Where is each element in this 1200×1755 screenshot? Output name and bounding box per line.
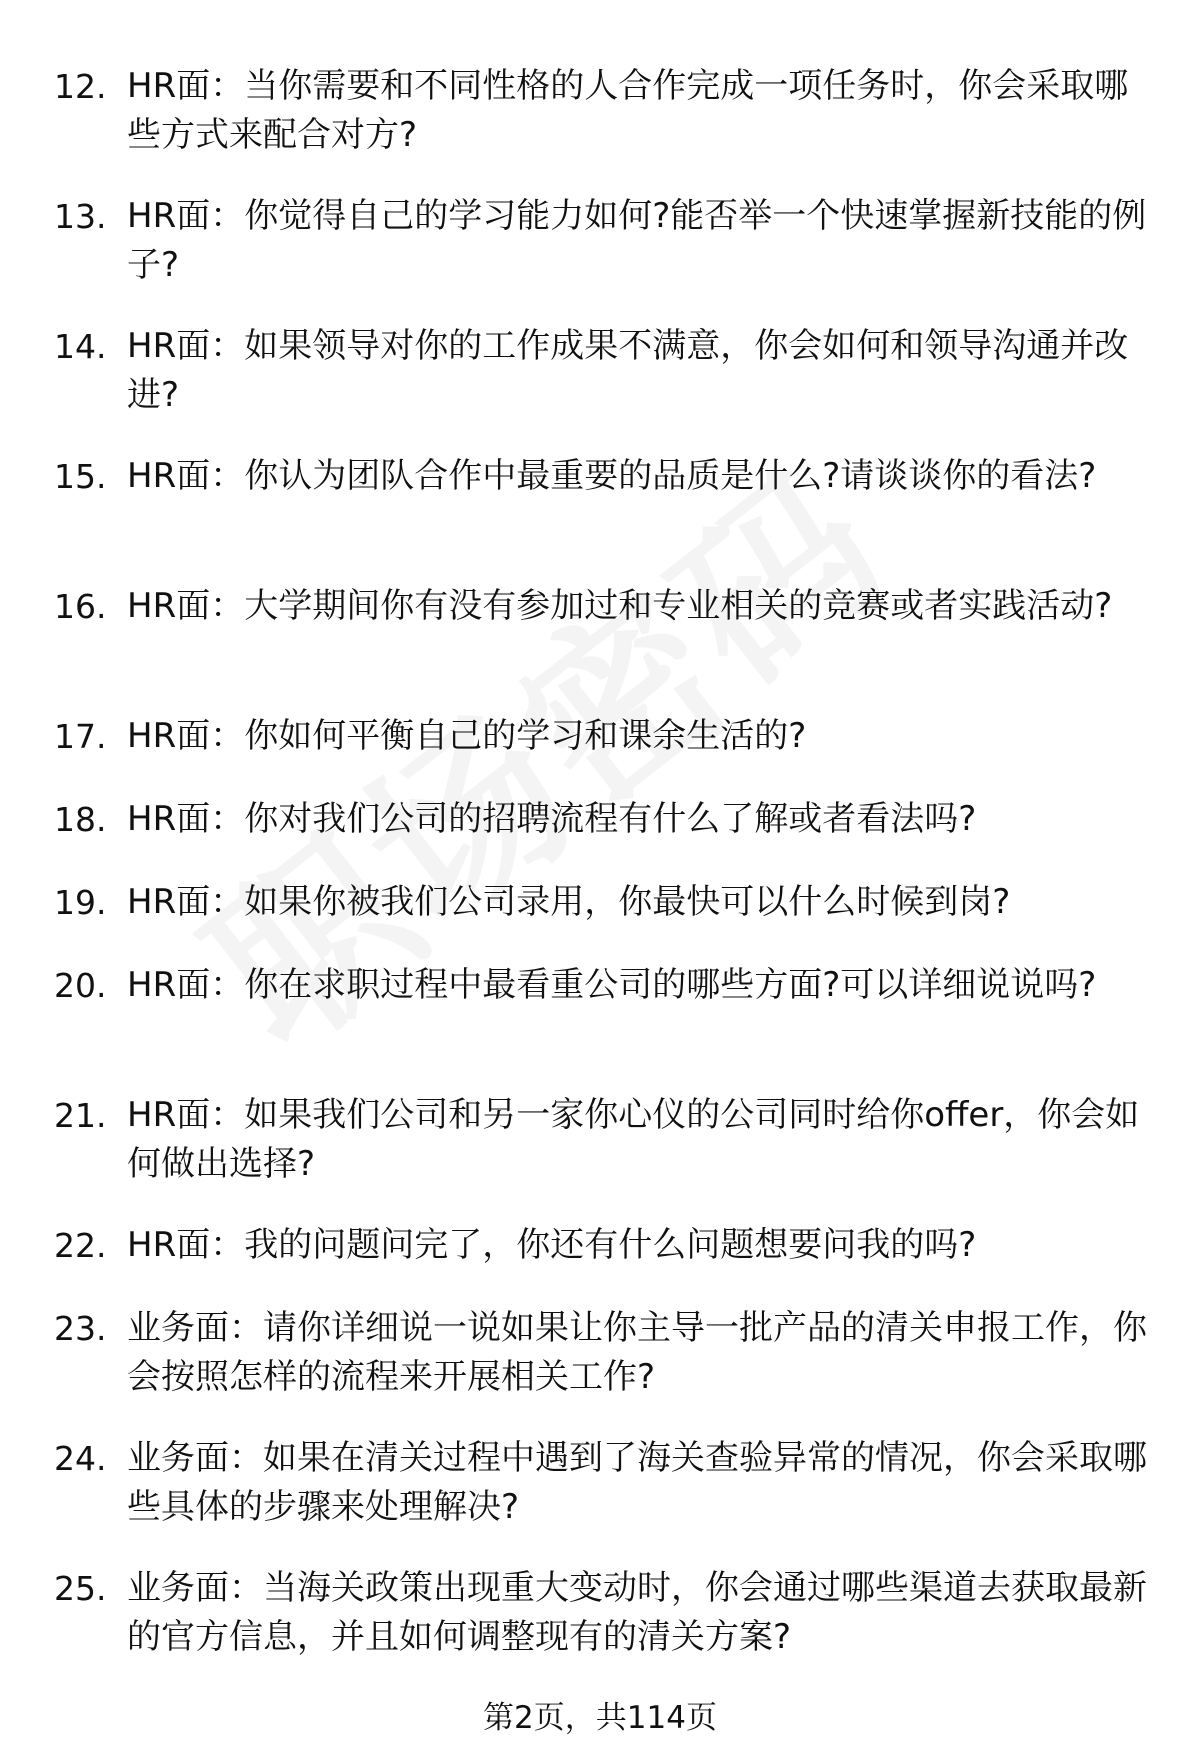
question-text: HR面：当你需要和不同性格的人合作完成一项任务时，你会采取哪些方式来配合对方? xyxy=(127,66,1129,155)
question-number: 16. xyxy=(54,587,107,626)
question-number: 22. xyxy=(54,1226,107,1265)
question-text: HR面：你如何平衡自己的学习和课余生活的? xyxy=(127,716,807,756)
question-text: HR面：如果领导对你的工作成果不满意，你会如何和领导沟通并改进? xyxy=(127,326,1129,415)
question-item-14 xyxy=(0,322,1200,452)
question-list xyxy=(0,62,1200,1694)
question-item-18 xyxy=(0,795,1200,878)
question-item-13 xyxy=(0,192,1200,322)
question-item-19 xyxy=(0,878,1200,961)
question-number: 14. xyxy=(54,327,107,366)
question-number: 15. xyxy=(54,457,107,496)
question-number: 24. xyxy=(54,1439,107,1478)
page-footer: 第2页，共114页 xyxy=(483,1700,717,1736)
question-number: 18. xyxy=(54,800,107,839)
question-text: 业务面：如果在清关过程中遇到了海关查验异常的情况，你会采取哪些具体的步骤来处理解决? xyxy=(127,1438,1147,1527)
question-item-12 xyxy=(0,62,1200,192)
question-number: 21. xyxy=(54,1096,107,1135)
question-number: 13. xyxy=(54,197,107,236)
question-text: HR面：我的问题问完了，你还有什么问题想要问我的吗? xyxy=(127,1225,977,1265)
question-item-24 xyxy=(0,1434,1200,1564)
question-text: HR面：如果你被我们公司录用，你最快可以什么时候到岗? xyxy=(127,882,1011,922)
question-number: 12. xyxy=(54,67,107,106)
question-text: HR面：大学期间你有没有参加过和专业相关的竞赛或者实践活动? xyxy=(127,586,1113,626)
question-item-16 xyxy=(0,582,1200,712)
question-text: 业务面：请你详细说一说如果让你主导一批产品的清关申报工作，你会按照怎样的流程来开展相关工作? xyxy=(127,1308,1147,1397)
question-number: 25. xyxy=(54,1569,107,1608)
question-text: HR面：你在求职过程中最看重公司的哪些方面?可以详细说说吗? xyxy=(127,965,1097,1005)
question-item-23 xyxy=(0,1304,1200,1434)
question-number: 19. xyxy=(54,883,107,922)
question-item-15 xyxy=(0,452,1200,582)
question-number: 17. xyxy=(54,717,107,756)
question-number: 20. xyxy=(54,966,107,1005)
question-item-22 xyxy=(0,1221,1200,1304)
question-text: HR面：你对我们公司的招聘流程有什么了解或者看法吗? xyxy=(127,799,977,839)
question-text: 业务面：当海关政策出现重大变动时，你会通过哪些渠道去获取最新的官方信息，并且如何调整现有的清关方案? xyxy=(127,1568,1147,1657)
question-number: 23. xyxy=(54,1309,107,1348)
question-text: HR面：你认为团队合作中最重要的品质是什么?请谈谈你的看法? xyxy=(127,456,1097,496)
question-item-17 xyxy=(0,712,1200,795)
question-text: HR面：如果我们公司和另一家你心仪的公司同时给你offer，你会如何做出选择? xyxy=(127,1095,1140,1184)
question-item-20 xyxy=(0,961,1200,1091)
question-text: HR面：你觉得自己的学习能力如何?能否举一个快速掌握新技能的例子? xyxy=(127,196,1147,285)
question-item-25 xyxy=(0,1564,1200,1694)
question-item-21 xyxy=(0,1091,1200,1221)
